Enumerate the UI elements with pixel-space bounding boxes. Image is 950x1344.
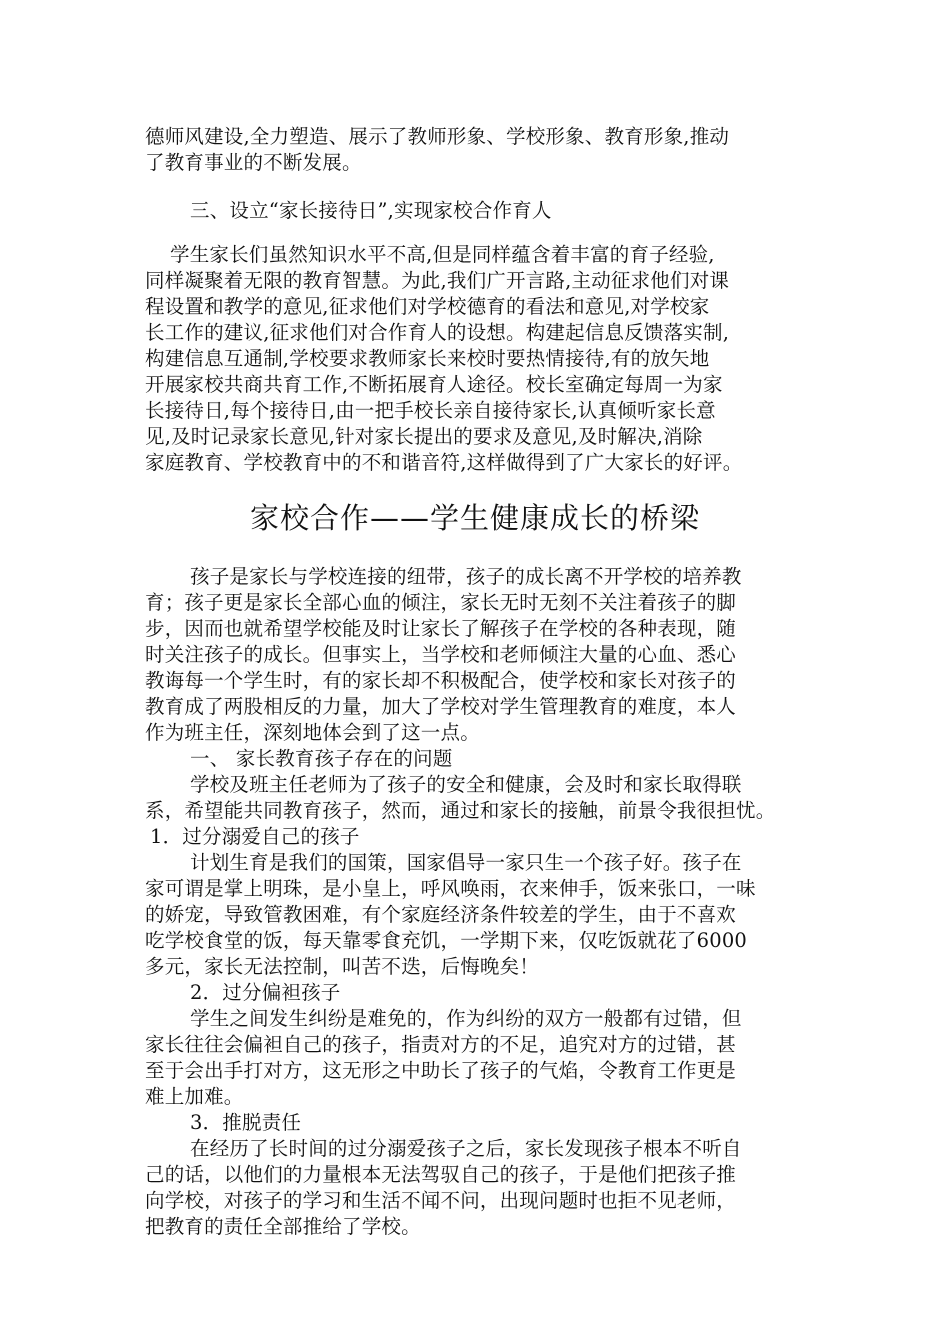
body-line: 构建信息互通制,学校要求教师家长来校时要热情接待,有的放矢地	[145, 347, 710, 370]
body-line: 家长往往会偏袒自己的孩子，指责对方的不足，追究对方的过错，甚	[145, 1033, 737, 1056]
body-line: 学校及班主任老师为了孩子的安全和健康，会及时和家长取得联	[190, 773, 742, 796]
body-line: 多元，家长无法控制，叫苦不迭，后悔晚矣！	[145, 955, 540, 978]
subsection-heading: 3．推脱责任	[190, 1111, 302, 1134]
body-line: 己的话，以他们的力量根本无法驾驭自己的孩子，于是他们把孩子推	[145, 1163, 737, 1186]
body-line: 向学校，对孩子的学习和生活不闻不问，出现问题时也拒不见老师，	[145, 1189, 737, 1212]
article-title: 家校合作——学生健康成长的桥梁	[249, 501, 700, 535]
body-line: 了教育事业的不断发展。	[145, 151, 362, 174]
subsection-heading: 2．过分偏袒孩子	[190, 981, 341, 1004]
body-line: 教育成了两股相反的力量，加大了学校对学生管理教育的难度，本人	[145, 695, 737, 718]
body-line: 吃学校食堂的饭，每天靠零食充饥，一学期下来，仅吃饭就花了6000	[145, 929, 748, 952]
body-line: 教诲每一个学生时，有的家长却不积极配合，使学校和家长对孩子的	[145, 669, 737, 692]
body-line: 家可谓是掌上明珠，是小皇上，呼风唤雨，衣来伸手，饭来张口，一味	[145, 877, 756, 900]
body-line: 育；孩子更是家长全部心血的倾注，家长无时无刻不关注着孩子的脚	[145, 591, 737, 614]
section-heading: 三、设立“家长接待日”,实现家校合作育人	[190, 199, 552, 222]
body-line: 程设置和教学的意见,征求他们对学校德育的看法和意见,对学校家	[145, 295, 710, 318]
body-line: 系，希望能共同教育孩子，然而，通过和家长的接触，前景令我很担忧。	[145, 799, 776, 822]
body-line: 在经历了长时间的过分溺爱孩子之后，家长发现孩子根本不听自	[190, 1137, 742, 1160]
subsection-heading: 1．过分溺爱自己的孩子	[150, 825, 360, 848]
body-line: 计划生育是我们的国策，国家倡导一家只生一个孩子好。孩子在	[190, 851, 742, 874]
body-line: 时关注孩子的成长。但事实上，当学校和老师倾注大量的心血、悉心	[145, 643, 737, 666]
body-line: 难上加难。	[145, 1085, 244, 1108]
body-line: 开展家校共商共育工作,不断拓展育人途径。校长室确定每周一为家	[145, 373, 723, 396]
body-line: 孩子是家长与学校连接的纽带，孩子的成长离不开学校的培养教	[190, 565, 742, 588]
body-line: 长工作的建议,征求他们对合作育人的设想。构建起信息反馈落实制,	[145, 321, 730, 344]
body-line: 的娇宠，导致管教困难，有个家庭经济条件较差的学生，由于不喜欢	[145, 903, 737, 926]
body-line: 同样凝聚着无限的教育智慧。为此,我们广开言路,主动征求他们对课	[145, 269, 730, 292]
body-line: 学生家长们虽然知识水平不高,但是同样蕴含着丰富的育子经验,	[170, 243, 715, 266]
body-line: 把教育的责任全部推给了学校。	[145, 1215, 421, 1238]
body-line: 学生之间发生纠纷是难免的，作为纠纷的双方一般都有过错，但	[190, 1007, 742, 1030]
body-line: 家庭教育、学校教育中的不和谐音符,这样做得到了广大家长的好评。	[145, 451, 743, 474]
section-heading: 一、 家长教育孩子存在的问题	[190, 747, 453, 770]
body-line: 长接待日,每个接待日,由一把手校长亲自接待家长,认真倾听家长意	[145, 399, 716, 422]
body-line: 作为班主任，深刻地体会到了这一点。	[145, 721, 480, 744]
body-line: 步，因而也就希望学校能及时让家长了解孩子在学校的各种表现，随	[145, 617, 737, 640]
body-line: 见,及时记录家长意见,针对家长提出的要求及意见,及时解决,消除	[145, 425, 703, 448]
body-line: 德师风建设,全力塑造、展示了教师形象、学校形象、教育形象,推动	[145, 125, 730, 148]
body-line: 至于会出手打对方，这无形之中助长了孩子的气焰，令教育工作更是	[145, 1059, 737, 1082]
